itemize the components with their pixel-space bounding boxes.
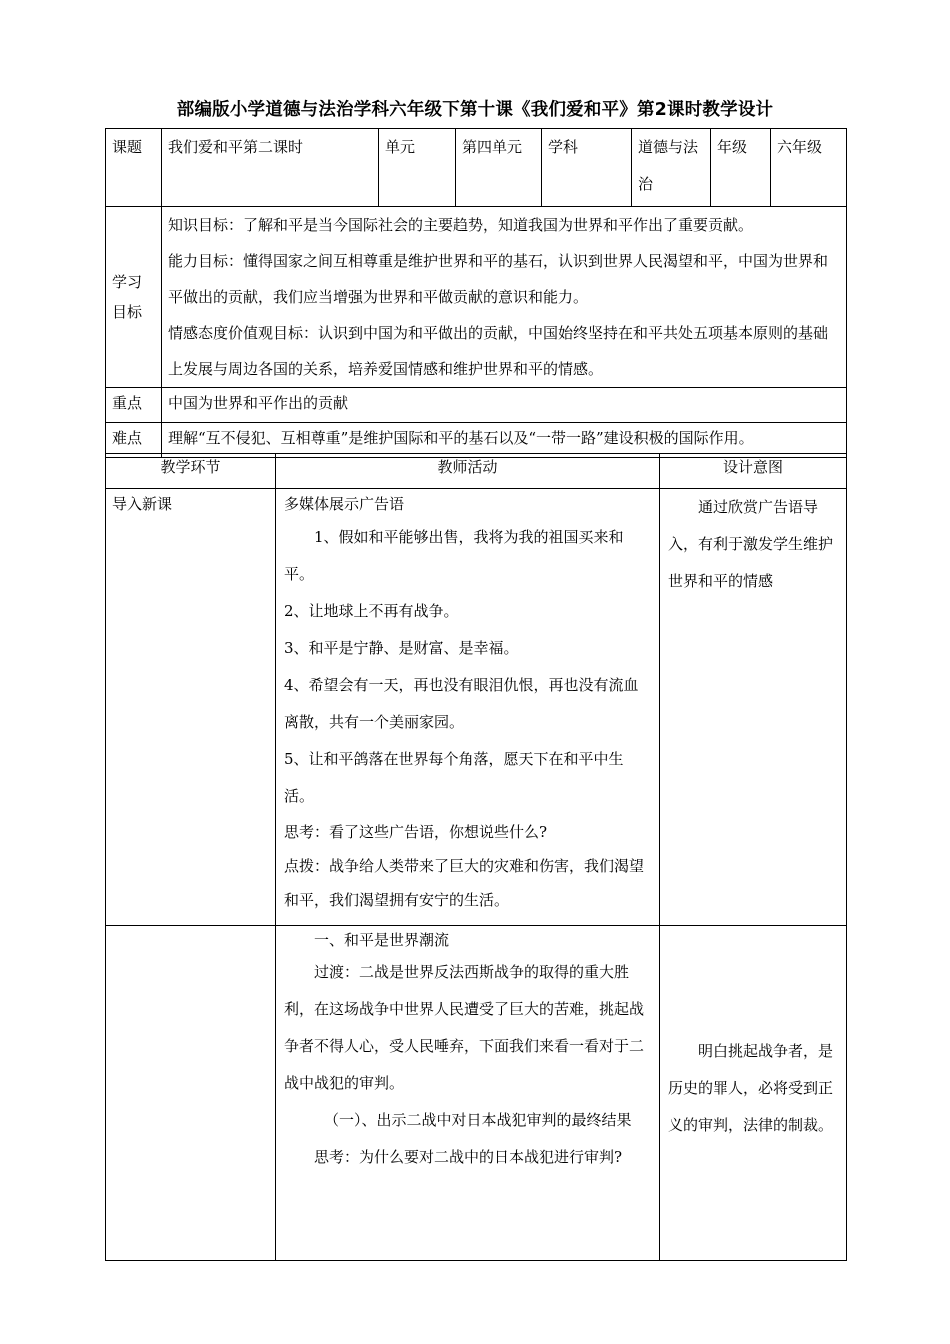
topic-label: 课题 <box>106 129 162 207</box>
activity-line: 2、让地球上不再有战争。 <box>284 602 459 620</box>
topic-value: 我们爱和平第二课时 <box>162 129 379 207</box>
activity-line: 1、假如和平能够出售，我将为我的祖国买来和平。 <box>284 528 624 583</box>
lesson-info-table <box>105 128 847 458</box>
key-label: 重点 <box>106 388 162 423</box>
activity-trend <box>276 926 660 1261</box>
stage-trend <box>106 926 276 1261</box>
subject-value: 道德与法治 <box>632 129 711 207</box>
activity-line: 4、希望会有一天，再也没有眼泪仇恨，再也没有流血离散，共有一个美丽家园。 <box>284 676 639 731</box>
process-row-intro <box>106 489 847 926</box>
intent-intro: 通过欣赏广告语导入，有利于激发学生维护世界和平的情感 <box>660 489 847 926</box>
header-activity: 教师活动 <box>276 454 660 489</box>
grade-label: 年级 <box>711 129 771 207</box>
goal-emotion: 情感态度价值观目标：认识到中国为和平做出的贡献，中国始终坚持在和平共处五项基本原则的基础上发展与周边各国的关系，培养爱国情感和维护世界和平的情感。 <box>168 324 829 378</box>
stage-intro: 导入新课 <box>106 489 276 926</box>
activity-line: 点拨：战争给人类带来了巨大的灾难和伤害，我们渴望和平，我们渴望拥有安宁的生活。 <box>284 857 645 909</box>
activity-line: 3、和平是宁静、是财富、是幸福。 <box>284 639 519 657</box>
activity-intro <box>276 489 660 926</box>
unit-label: 单元 <box>379 129 456 207</box>
goals-label: 学习目标 <box>106 207 162 388</box>
header-intent: 设计意图 <box>660 454 847 489</box>
activity-line: 过渡：二战是世界反法西斯战争的取得的重大胜利，在这场战争中世界人民遭受了巨大的苦难，挑起战争者不得人心，受人民唾弃，下面我们来看一看对于二战中战犯的审判。 <box>284 963 645 1092</box>
activity-line: 一、和平是世界潮流 <box>314 931 450 949</box>
info-row-key <box>106 388 847 423</box>
difficulty-value: 理解“互不侵犯、互相尊重”是维护国际和平的基石以及“一带一路”建设积极的国际作用。 <box>162 423 847 458</box>
activity-line: （一）、出示二战中对日本战犯审判的最终结果 <box>324 1111 632 1129</box>
teaching-process-table <box>105 453 847 1261</box>
goal-knowledge: 知识目标：了解和平是当今国际社会的主要趋势，知道我国为世界和平作出了重要贡献。 <box>168 216 754 234</box>
activity-line: 5、让和平鸽落在世界每个角落，愿天下在和平中生活。 <box>284 750 624 805</box>
info-row-topic <box>106 129 847 207</box>
process-header-row <box>106 454 847 489</box>
intent-trend <box>660 926 847 1261</box>
activity-line: 思考：为什么要对二战中的日本战犯进行审判? <box>314 1148 623 1166</box>
info-row-goals <box>106 207 847 388</box>
header-stage: 教学环节 <box>106 454 276 489</box>
grade-value: 六年级 <box>771 129 847 207</box>
key-value: 中国为世界和平作出的贡献 <box>162 388 847 423</box>
intent-trend-text: 明白挑起战争者，是历史的罪人，必将受到正义的审判，法律的制裁。 <box>668 1041 834 1134</box>
goals-cell <box>162 207 847 388</box>
activity-line: 多媒体展示广告语 <box>284 495 405 513</box>
page-title: 部编版小学道德与法治学科六年级下第十课《我们爱和平》第2课时教学设计 <box>176 100 774 120</box>
process-row-trend <box>106 926 847 1261</box>
activity-line: 思考：看了这些广告语，你想说些什么? <box>284 823 548 841</box>
difficulty-label: 难点 <box>106 423 162 458</box>
goal-ability: 能力目标：懂得国家之间互相尊重是维护世界和平的基石，认识到世界人民渴望和平，中国为世界和平做出的贡献，我们应当增强为世界和平做贡献的意识和能力。 <box>168 252 829 306</box>
unit-value: 第四单元 <box>456 129 542 207</box>
subject-label: 学科 <box>542 129 632 207</box>
